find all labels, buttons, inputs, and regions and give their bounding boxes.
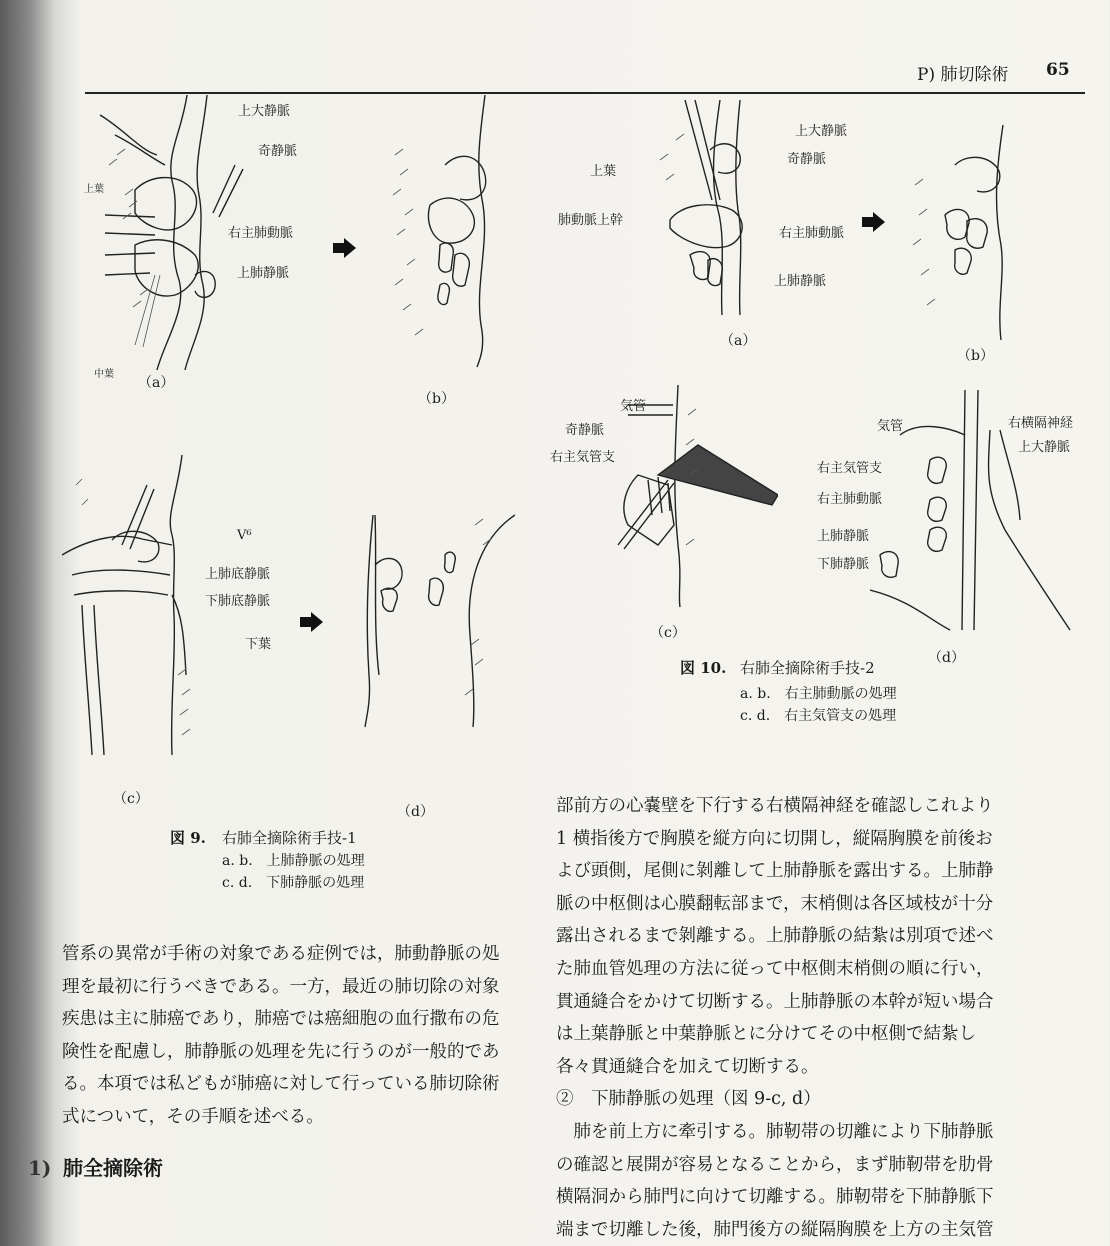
fig10-sub-d: （d） xyxy=(928,650,965,666)
fig9-caption-cd: c. d. 下肺静脈の処理 xyxy=(222,875,365,891)
fig9d-illustration xyxy=(345,495,515,730)
fig10-label-azygos-vein-c: 奇静脈 xyxy=(565,423,605,438)
fig10-label-superior-pulmonary-vein-d: 上肺静脈 xyxy=(817,529,870,544)
fig10-label-right-main-pulmonary-artery: 右主肺動脈 xyxy=(779,226,845,241)
running-header-title: P) 肺切除術 xyxy=(917,65,1009,85)
fig9b-illustration xyxy=(385,95,515,370)
left-column-text xyxy=(62,938,500,1134)
fig10-label-trachea-d: 気管 xyxy=(877,419,904,434)
fig10a-illustration xyxy=(650,100,770,320)
fig9-label-middle-lobe: 中葉 xyxy=(94,369,114,380)
fig9-label-superior-vena-cava: 上大静脈 xyxy=(238,104,291,119)
fig9-sub-a: （a） xyxy=(138,375,175,391)
section-heading xyxy=(28,1152,163,1181)
fig10-label-right-main-pulmonary-artery-d: 右主肺動脈 xyxy=(817,492,883,507)
fig10-label-inferior-pulmonary-vein-d: 下肺静脈 xyxy=(817,557,870,572)
fig10-label-right-main-bronchus-d: 右主気管支 xyxy=(817,461,883,476)
fig9-sub-c: （c） xyxy=(113,791,149,807)
right-column-text xyxy=(556,790,994,1246)
text-line: る。本項では私どもが肺癌に対して行っている肺切除術 xyxy=(62,1074,500,1095)
fig9-label-azygos-vein: 奇静脈 xyxy=(258,144,298,159)
fig9-caption-number: 図 9. xyxy=(170,829,206,847)
text-line: 各々貫通縫合を加えて切断する。 xyxy=(556,1056,819,1077)
fig10-label-upper-lobe: 上葉 xyxy=(590,164,617,179)
section-heading-title: 肺全摘除術 xyxy=(62,1156,163,1180)
fig9-sub-b: （b） xyxy=(418,391,455,407)
section-heading-number: 1) xyxy=(28,1156,52,1180)
header-rule xyxy=(85,92,1085,94)
text-line: 式について，その手順を述べる。 xyxy=(62,1106,324,1127)
text-line: は上葉静脈と中葉静脈とに分けてその中枢側で結紮し xyxy=(556,1024,976,1045)
fig10-caption-ab: a. b. 右主肺動脈の処理 xyxy=(740,686,897,702)
fig9-label-v6: V⁶ xyxy=(237,528,252,543)
fig10-label-right-main-bronchus: 右主気管支 xyxy=(550,450,616,465)
fig9-caption-title: 右肺全摘除術手技-1 xyxy=(222,829,357,847)
fig10-label-right-phrenic-nerve: 右横隔神経 xyxy=(1008,416,1074,431)
fig9-label-inferior-basal-vein: 下肺底静脈 xyxy=(205,594,271,609)
fig10-label-superior-vena-cava-d: 上大静脈 xyxy=(1018,440,1071,455)
fig10-caption-cd: c. d. 右主気管支の処理 xyxy=(740,708,897,724)
text-line: 理を最初に行うべきである。一方，最近の肺切除の対象 xyxy=(62,976,500,997)
text-line: 1 横指後方で胸膜を縦方向に切開し，縦隔胸膜を前後お xyxy=(556,828,993,849)
text-line: 貫通縫合をかけて切断する。上肺静脈の本幹が短い場合 xyxy=(556,991,994,1012)
fig10-label-trachea: 気管 xyxy=(620,399,647,414)
fig10-label-superior-pulmonary-vein: 上肺静脈 xyxy=(774,274,827,289)
page-number: 65 xyxy=(1046,60,1070,80)
text-line: た肺血管処理の方法に従って中枢側末梢側の順に行い， xyxy=(556,958,994,979)
text-line: よび頭側，尾側に剝離して上肺静脈を露出する。上肺静 xyxy=(556,861,994,882)
fig10-label-pulmonary-artery-trunk: 肺動脈上幹 xyxy=(558,213,624,228)
fig9-sub-d: （d） xyxy=(397,804,434,820)
subsection-heading: ② 下肺静脈の処理（図 9-c, d） xyxy=(556,1089,821,1110)
text-line: 脈の中枢側は心膜翻転部まで，末梢側は各区域枝が十分 xyxy=(556,893,994,914)
text-line: 横隔洞から肺門に向けて切離する。肺靭帯を下肺静脈下 xyxy=(556,1187,994,1208)
text-line: 肺を前上方に牽引する。肺靭帯の切離により下肺静脈 xyxy=(556,1121,994,1142)
fig10-caption-title: 右肺全摘除術手技-2 xyxy=(740,659,875,677)
text-line: 露出されるまで剝離する。上肺静脈の結紮は別項で述べ xyxy=(556,926,994,947)
fig10-sub-c: （c） xyxy=(650,625,686,641)
fig9-label-superior-basal-vein: 上肺底静脈 xyxy=(205,567,271,582)
fig9-label-lower-lobe: 下葉 xyxy=(245,637,272,652)
fig9-label-upper-lobe: 上葉 xyxy=(84,184,104,195)
text-line: 険性を配慮し，肺静脈の処理を先に行うのが一般的であ xyxy=(62,1041,500,1062)
fig9-label-superior-pulmonary-vein: 上肺静脈 xyxy=(237,266,290,281)
fig10c-illustration xyxy=(598,385,778,610)
fig10-sub-a: （a） xyxy=(720,333,757,349)
fig10-caption-number: 図 10. xyxy=(680,659,727,677)
text-line: の確認と展開が容易となることから，まず肺靭帯を肋骨 xyxy=(556,1154,994,1175)
fig9-caption-ab: a. b. 上肺静脈の処理 xyxy=(222,853,365,869)
fig10-sub-b: （b） xyxy=(957,348,994,364)
fig10b-illustration xyxy=(905,125,1015,345)
text-line: 管系の異常が手術の対象である症例では，肺動静脈の処 xyxy=(62,944,500,964)
fig9c-illustration xyxy=(62,455,202,780)
text-line: 端まで切離した後，肺門後方の縦隔胸膜を上方の主気管 xyxy=(556,1219,994,1240)
fig10-label-azygos-vein: 奇静脈 xyxy=(787,152,827,167)
text-line: 部前方の心嚢壁を下行する右横隔神経を確認しこれより xyxy=(556,796,994,816)
fig9-label-right-main-pulmonary-artery: 右主肺動脈 xyxy=(228,226,294,241)
fig10-label-superior-vena-cava: 上大静脈 xyxy=(795,124,848,139)
text-line: 疾患は主に肺癌であり，肺癌では癌細胞の血行撒布の危 xyxy=(62,1009,500,1030)
